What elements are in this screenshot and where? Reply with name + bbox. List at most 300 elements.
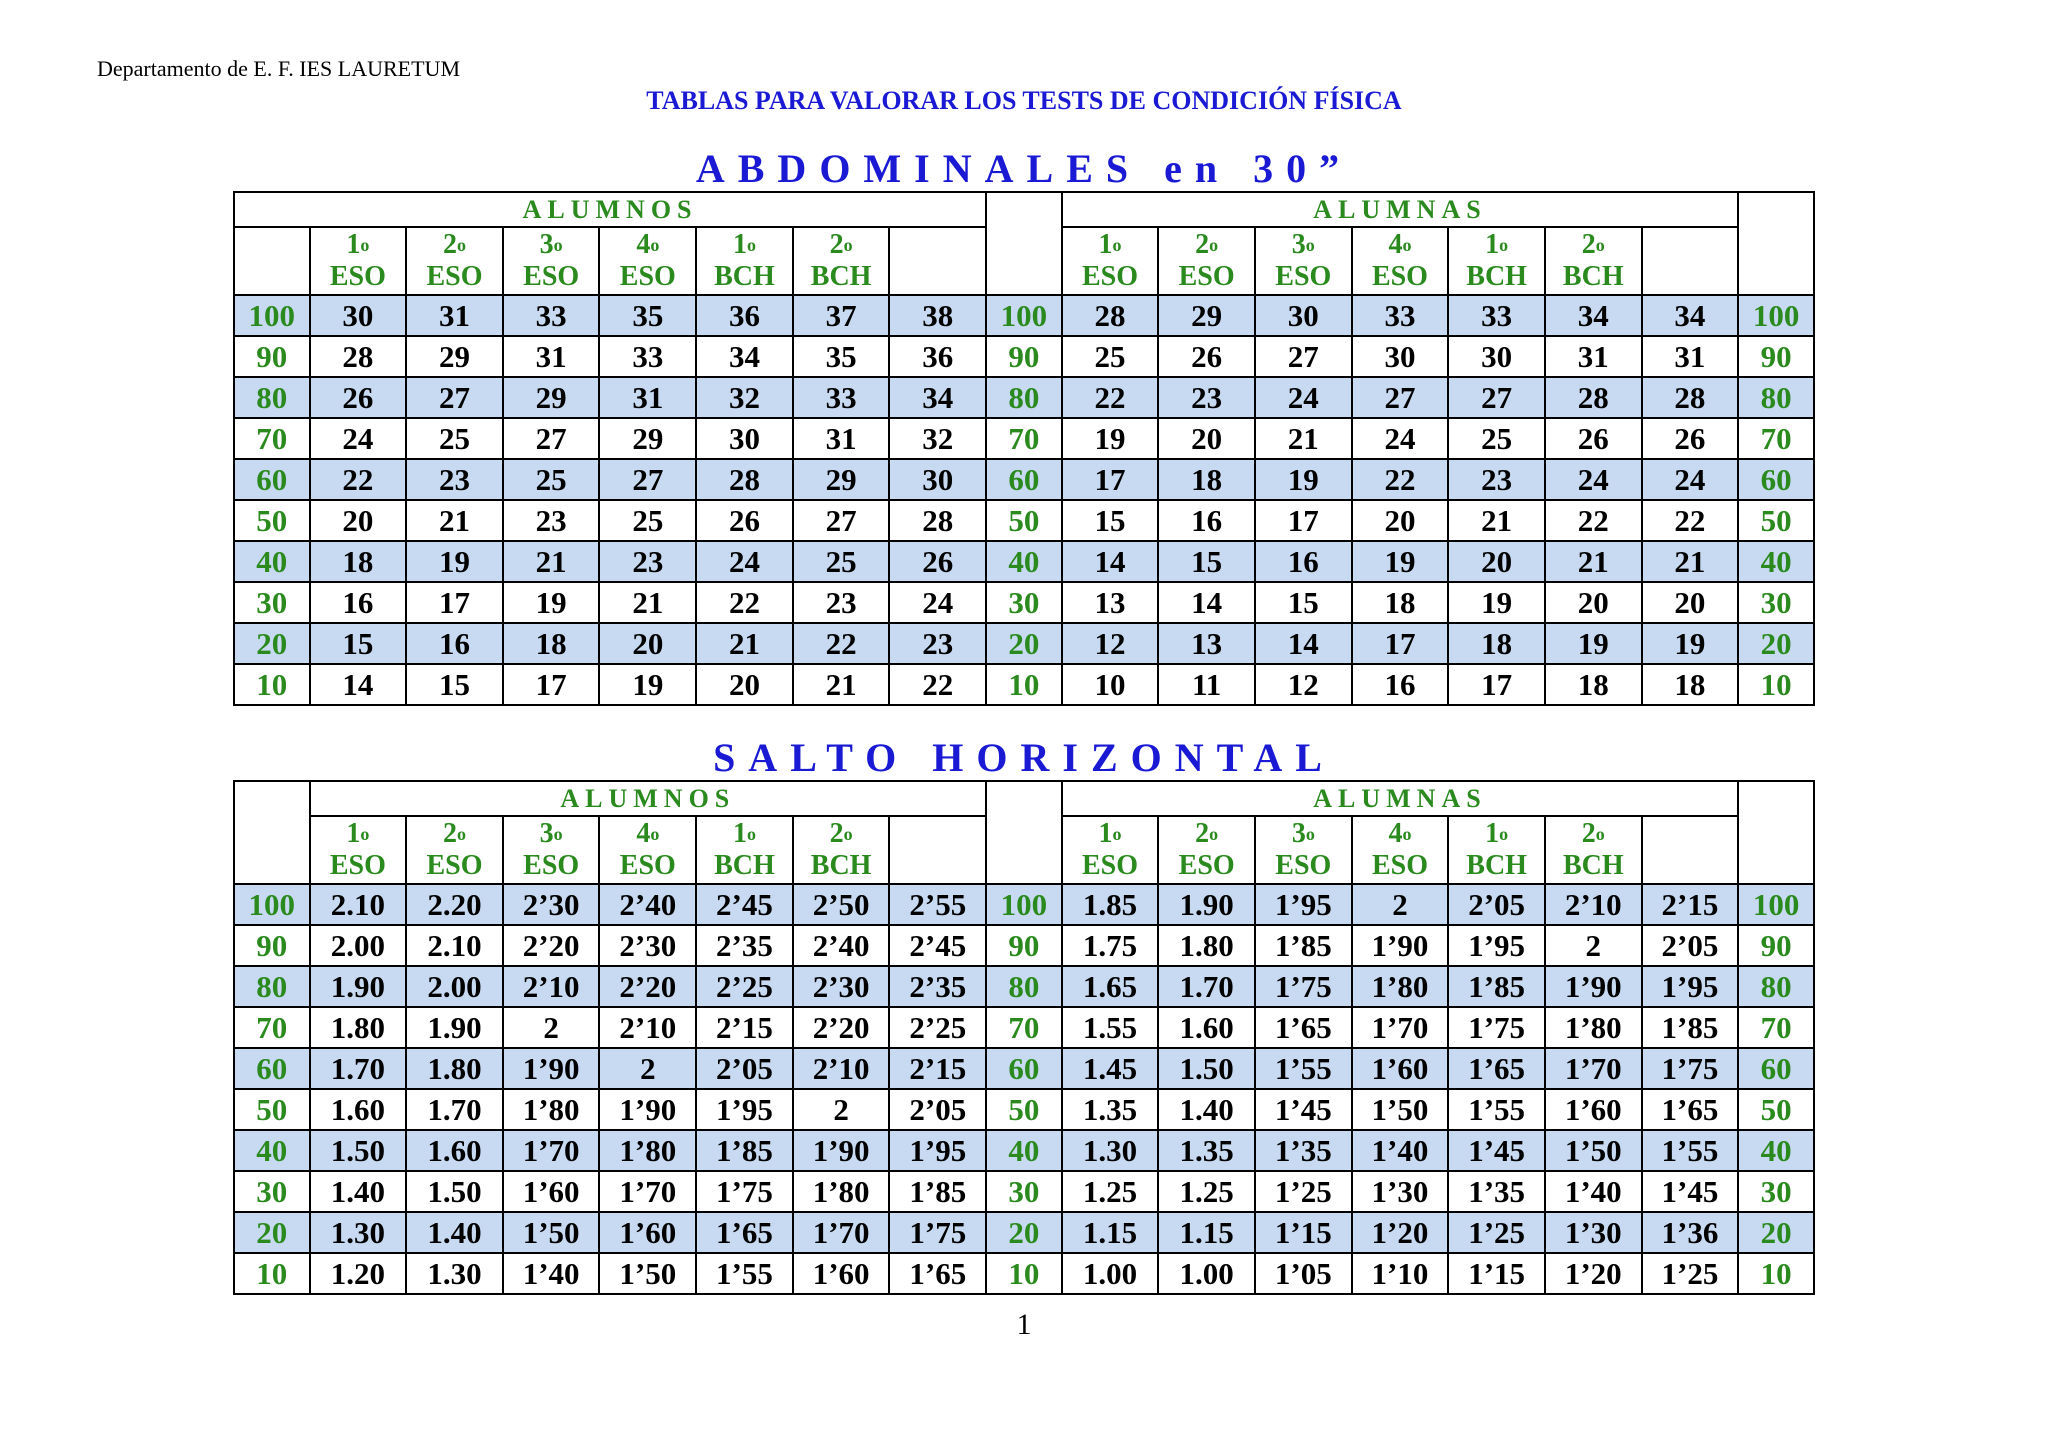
level-number: 2 <box>1195 818 1210 849</box>
boys-value-cell: 18 <box>503 623 600 664</box>
boys-value-cell: 1.20 <box>310 1253 407 1294</box>
level-name: BCH <box>810 850 872 881</box>
boys-value-cell: 1’85 <box>696 1130 793 1171</box>
score-cell: 40 <box>986 541 1062 582</box>
score-cell: 10 <box>986 664 1062 705</box>
boys-value-cell: 30 <box>310 295 407 336</box>
girls-value-cell: 1.65 <box>1062 966 1159 1007</box>
table-row <box>234 884 1814 925</box>
girls-value-cell: 1’80 <box>1352 966 1449 1007</box>
boys-value-cell: 1’85 <box>889 1171 986 1212</box>
level-number: 1 <box>1485 818 1500 849</box>
girls-value-cell: 27 <box>1352 377 1449 418</box>
boys-value-cell: 38 <box>889 295 986 336</box>
girls-value-cell: 1.15 <box>1158 1212 1255 1253</box>
table-row <box>234 295 1814 336</box>
level-header-cell <box>1255 816 1352 884</box>
score-cell: 90 <box>234 925 310 966</box>
girls-value-cell: 2’15 <box>1642 884 1739 925</box>
table-row <box>234 1089 1814 1130</box>
girls-value-cell: 1’45 <box>1642 1171 1739 1212</box>
girls-value-cell: 30 <box>1352 336 1449 377</box>
boys-value-cell: 2’10 <box>793 1048 890 1089</box>
boys-value-cell: 2’25 <box>889 1007 986 1048</box>
table-row <box>234 925 1814 966</box>
level-number: 2 <box>829 818 844 849</box>
boys-value-cell: 25 <box>503 459 600 500</box>
level-name: BCH <box>810 261 872 292</box>
girls-value-cell: 1.25 <box>1158 1171 1255 1212</box>
boys-value-cell: 1’65 <box>696 1212 793 1253</box>
score-cell: 10 <box>234 664 310 705</box>
score-cell: 70 <box>1738 418 1814 459</box>
level-number: 1 <box>1098 818 1113 849</box>
department-header: Departamento de E. F. IES LAURETUM <box>97 56 460 81</box>
boys-value-cell: 27 <box>793 500 890 541</box>
boys-value-cell: 2’40 <box>599 884 696 925</box>
score-cell: 30 <box>986 582 1062 623</box>
girls-value-cell: 28 <box>1545 377 1642 418</box>
girls-value-cell: 26 <box>1642 418 1739 459</box>
boys-value-cell: 19 <box>503 582 600 623</box>
boys-value-cell: 28 <box>696 459 793 500</box>
level-header-cell <box>793 227 890 295</box>
girls-value-cell: 1’65 <box>1255 1007 1352 1048</box>
girls-value-cell: 24 <box>1545 459 1642 500</box>
girls-value-cell: 18 <box>1545 664 1642 705</box>
girls-value-cell: 17 <box>1255 500 1352 541</box>
level-number: 4 <box>1388 229 1403 260</box>
boys-value-cell: 25 <box>793 541 890 582</box>
score-cell: 10 <box>234 1253 310 1294</box>
level-header-cell <box>1062 227 1159 295</box>
level-name: ESO <box>1178 850 1235 881</box>
boys-value-cell: 1’60 <box>793 1253 890 1294</box>
score-cell: 90 <box>234 336 310 377</box>
girls-value-cell: 18 <box>1642 664 1739 705</box>
girls-value-cell: 1.85 <box>1062 884 1159 925</box>
girls-value-cell: 1.15 <box>1062 1212 1159 1253</box>
boys-value-cell: 30 <box>696 418 793 459</box>
score-cell: 30 <box>986 1171 1062 1212</box>
girls-value-cell: 1’20 <box>1545 1253 1642 1294</box>
level-ordinal: o <box>1499 235 1509 255</box>
score-cell: 50 <box>234 500 310 541</box>
girls-value-cell: 21 <box>1448 500 1545 541</box>
boys-value-cell: 22 <box>793 623 890 664</box>
girls-value-cell: 1’25 <box>1642 1253 1739 1294</box>
boys-value-cell: 34 <box>889 377 986 418</box>
level-number: 4 <box>1388 818 1403 849</box>
level-name: ESO <box>1371 850 1428 881</box>
boys-value-cell: 1’65 <box>889 1253 986 1294</box>
boys-value-cell: 2.20 <box>406 884 503 925</box>
level-ordinal: o <box>360 235 370 255</box>
girls-value-cell: 27 <box>1255 336 1352 377</box>
girls-value-cell: 2 <box>1352 884 1449 925</box>
girls-value-cell: 15 <box>1158 541 1255 582</box>
group-girls-header: ALUMNAS <box>1062 781 1739 816</box>
boys-value-cell: 22 <box>696 582 793 623</box>
level-name: ESO <box>329 261 386 292</box>
girls-value-cell: 13 <box>1158 623 1255 664</box>
girls-value-cell: 20 <box>1545 582 1642 623</box>
girls-value-cell: 30 <box>1448 336 1545 377</box>
table-row <box>234 1007 1814 1048</box>
girls-value-cell: 14 <box>1062 541 1159 582</box>
girls-value-cell: 1.35 <box>1158 1130 1255 1171</box>
level-name: BCH <box>714 850 775 881</box>
table-row <box>234 1212 1814 1253</box>
score-cell: 80 <box>1738 966 1814 1007</box>
group-boys-header: ALUMNOS <box>234 192 986 227</box>
level-header-cell <box>310 816 407 884</box>
boys-value-cell: 1.70 <box>310 1048 407 1089</box>
level-header-cell <box>406 227 503 295</box>
empty-corner-cell <box>234 227 310 295</box>
level-ordinal: o <box>843 824 853 844</box>
girls-value-cell: 1’95 <box>1448 925 1545 966</box>
boys-value-cell: 1’80 <box>599 1130 696 1171</box>
boys-value-cell: 26 <box>889 541 986 582</box>
girls-value-cell: 14 <box>1158 582 1255 623</box>
girls-value-cell: 19 <box>1062 418 1159 459</box>
level-number: 2 <box>443 818 457 849</box>
boys-value-cell: 1’50 <box>503 1212 600 1253</box>
girls-value-cell: 16 <box>1352 664 1449 705</box>
level-header-cell <box>696 227 793 295</box>
group-header-row <box>234 192 1814 227</box>
girls-value-cell: 26 <box>1545 418 1642 459</box>
level-ordinal: o <box>1402 235 1412 255</box>
boys-value-cell: 2’50 <box>793 884 890 925</box>
table-row <box>234 377 1814 418</box>
level-ordinal: o <box>1305 824 1315 844</box>
score-cell: 10 <box>986 1253 1062 1294</box>
boys-value-cell: 2’30 <box>599 925 696 966</box>
girls-value-cell: 1’25 <box>1255 1171 1352 1212</box>
level-header-cell <box>889 816 986 884</box>
score-cell: 40 <box>234 541 310 582</box>
boys-value-cell: 23 <box>889 623 986 664</box>
girls-value-cell: 1.00 <box>1062 1253 1159 1294</box>
boys-value-cell: 1’50 <box>599 1253 696 1294</box>
level-number: 2 <box>1581 818 1596 849</box>
boys-value-cell: 34 <box>696 336 793 377</box>
girls-value-cell: 13 <box>1062 582 1159 623</box>
score-cell: 70 <box>986 1007 1062 1048</box>
level-number: 2 <box>1581 229 1596 260</box>
boys-value-cell: 2.00 <box>310 925 407 966</box>
boys-value-cell: 29 <box>793 459 890 500</box>
boys-value-cell: 16 <box>310 582 407 623</box>
score-cell: 80 <box>986 966 1062 1007</box>
girls-value-cell: 1’35 <box>1255 1130 1352 1171</box>
group-girls-header: ALUMNAS <box>1062 192 1739 227</box>
girls-value-cell: 1’25 <box>1448 1212 1545 1253</box>
boys-value-cell: 15 <box>310 623 407 664</box>
girls-value-cell: 1’15 <box>1448 1253 1545 1294</box>
girls-value-cell: 22 <box>1545 500 1642 541</box>
table-row <box>234 541 1814 582</box>
girls-value-cell: 2’05 <box>1448 884 1545 925</box>
boys-value-cell: 2’15 <box>889 1048 986 1089</box>
level-number: 4 <box>636 818 651 849</box>
level-name: ESO <box>1275 850 1332 881</box>
girls-value-cell: 22 <box>1352 459 1449 500</box>
boys-value-cell: 21 <box>503 541 600 582</box>
girls-value-cell: 28 <box>1642 377 1739 418</box>
level-name: ESO <box>426 261 483 292</box>
girls-value-cell: 1.40 <box>1158 1089 1255 1130</box>
girls-value-cell: 28 <box>1062 295 1159 336</box>
boys-value-cell: 1’80 <box>503 1089 600 1130</box>
boys-value-cell: 1’70 <box>503 1130 600 1171</box>
level-name: BCH <box>1562 850 1624 881</box>
level-header-cell <box>1352 227 1449 295</box>
level-header-cell <box>1158 816 1255 884</box>
girls-value-cell: 1’30 <box>1545 1212 1642 1253</box>
score-cell: 70 <box>1738 1007 1814 1048</box>
girls-value-cell: 16 <box>1255 541 1352 582</box>
boys-value-cell: 1’60 <box>599 1212 696 1253</box>
level-ordinal: o <box>1112 824 1122 844</box>
girls-value-cell: 18 <box>1448 623 1545 664</box>
girls-value-cell: 24 <box>1642 459 1739 500</box>
girls-value-cell: 1’30 <box>1352 1171 1449 1212</box>
score-cell: 100 <box>1738 884 1814 925</box>
girls-value-cell: 1’85 <box>1642 1007 1739 1048</box>
girls-value-cell: 1’90 <box>1545 966 1642 1007</box>
level-number: 2 <box>829 229 844 260</box>
score-cell: 60 <box>986 1048 1062 1089</box>
boys-value-cell: 2 <box>599 1048 696 1089</box>
boys-value-cell: 1.80 <box>406 1048 503 1089</box>
score-cell: 40 <box>1738 1130 1814 1171</box>
document-title: TABLAS PARA VALORAR LOS TESTS DE CONDICIÓN FÍSICA <box>646 86 1402 115</box>
boys-value-cell: 15 <box>406 664 503 705</box>
boys-value-cell: 21 <box>406 500 503 541</box>
level-header-cell <box>1352 816 1449 884</box>
girls-value-cell: 19 <box>1255 459 1352 500</box>
score-cell: 70 <box>234 1007 310 1048</box>
girls-value-cell: 1’95 <box>1255 884 1352 925</box>
girls-value-cell: 12 <box>1062 623 1159 664</box>
boys-value-cell: 2 <box>503 1007 600 1048</box>
boys-value-cell: 21 <box>793 664 890 705</box>
score-cell: 60 <box>1738 1048 1814 1089</box>
girls-value-cell: 19 <box>1545 623 1642 664</box>
level-number: 1 <box>1098 229 1113 260</box>
girls-value-cell: 1.00 <box>1158 1253 1255 1294</box>
boys-value-cell: 1.40 <box>310 1171 407 1212</box>
level-number: 1 <box>1485 229 1500 260</box>
level-ordinal: o <box>1305 235 1315 255</box>
boys-value-cell: 1.90 <box>310 966 407 1007</box>
level-name: BCH <box>1562 261 1624 292</box>
level-name: BCH <box>1466 850 1527 881</box>
boys-value-cell: 29 <box>406 336 503 377</box>
level-ordinal: o <box>1499 824 1509 844</box>
boys-value-cell: 1.50 <box>406 1171 503 1212</box>
boys-value-cell: 2’20 <box>793 1007 890 1048</box>
boys-value-cell: 26 <box>696 500 793 541</box>
level-header-cell <box>406 816 503 884</box>
boys-value-cell: 2’10 <box>599 1007 696 1048</box>
level-ordinal: o <box>1209 824 1219 844</box>
boys-value-cell: 33 <box>599 336 696 377</box>
girls-value-cell: 29 <box>1158 295 1255 336</box>
boys-value-cell: 28 <box>889 500 986 541</box>
boys-value-cell: 36 <box>889 336 986 377</box>
score-cell: 50 <box>1738 500 1814 541</box>
level-name: ESO <box>1275 261 1332 292</box>
boys-value-cell: 1’40 <box>503 1253 600 1294</box>
table-row <box>234 664 1814 705</box>
score-cell: 60 <box>234 459 310 500</box>
boys-value-cell: 2.10 <box>406 925 503 966</box>
girls-value-cell: 20 <box>1158 418 1255 459</box>
group-boys-header: ALUMNOS <box>310 781 987 816</box>
girls-value-cell: 25 <box>1062 336 1159 377</box>
girls-value-cell: 1’50 <box>1545 1130 1642 1171</box>
score-cell: 10 <box>1738 1253 1814 1294</box>
boys-value-cell: 14 <box>310 664 407 705</box>
girls-value-cell: 1’75 <box>1642 1048 1739 1089</box>
level-header-cell <box>1642 816 1739 884</box>
level-name: ESO <box>1081 850 1139 881</box>
girls-value-cell: 18 <box>1158 459 1255 500</box>
empty-middle-cell <box>986 192 1062 295</box>
girls-value-cell: 1’75 <box>1448 1007 1545 1048</box>
girls-value-cell: 20 <box>1352 500 1449 541</box>
level-header-cell <box>793 816 890 884</box>
boys-value-cell: 37 <box>793 295 890 336</box>
boys-value-cell: 1.60 <box>406 1130 503 1171</box>
level-ordinal: o <box>457 235 466 255</box>
girls-value-cell: 15 <box>1062 500 1159 541</box>
boys-value-cell: 26 <box>310 377 407 418</box>
boys-value-cell: 2’45 <box>696 884 793 925</box>
level-name: ESO <box>523 261 580 292</box>
score-cell: 80 <box>234 966 310 1007</box>
girls-value-cell: 1’36 <box>1642 1212 1739 1253</box>
score-cell: 20 <box>986 1212 1062 1253</box>
girls-value-cell: 1’65 <box>1642 1089 1739 1130</box>
boys-value-cell: 1’90 <box>793 1130 890 1171</box>
boys-value-cell: 27 <box>406 377 503 418</box>
boys-value-cell: 1’55 <box>696 1253 793 1294</box>
girls-value-cell: 17 <box>1352 623 1449 664</box>
boys-value-cell: 2.10 <box>310 884 407 925</box>
girls-value-cell: 31 <box>1642 336 1739 377</box>
girls-value-cell: 12 <box>1255 664 1352 705</box>
score-cell: 50 <box>986 500 1062 541</box>
score-cell: 70 <box>234 418 310 459</box>
table-row <box>234 966 1814 1007</box>
boys-value-cell: 1.60 <box>310 1089 407 1130</box>
level-ordinal: o <box>650 235 660 255</box>
score-cell: 90 <box>1738 336 1814 377</box>
girls-value-cell: 11 <box>1158 664 1255 705</box>
girls-value-cell: 20 <box>1642 582 1739 623</box>
boys-value-cell: 1’95 <box>696 1089 793 1130</box>
girls-value-cell: 1’90 <box>1352 925 1449 966</box>
level-ordinal: o <box>1595 824 1605 844</box>
score-cell: 50 <box>1738 1089 1814 1130</box>
girls-value-cell: 1’80 <box>1545 1007 1642 1048</box>
boys-value-cell: 21 <box>599 582 696 623</box>
score-cell: 100 <box>986 884 1062 925</box>
girls-value-cell: 10 <box>1062 664 1159 705</box>
score-cell: 80 <box>234 377 310 418</box>
boys-value-cell: 30 <box>889 459 986 500</box>
boys-value-cell: 31 <box>599 377 696 418</box>
boys-value-cell: 27 <box>503 418 600 459</box>
boys-value-cell: 31 <box>406 295 503 336</box>
boys-value-cell: 22 <box>889 664 986 705</box>
level-header-cell <box>889 227 986 295</box>
girls-value-cell: 1.90 <box>1158 884 1255 925</box>
girls-value-cell: 2 <box>1545 925 1642 966</box>
score-cell: 30 <box>234 1171 310 1212</box>
boys-value-cell: 20 <box>599 623 696 664</box>
level-number: 4 <box>636 229 651 260</box>
level-number: 3 <box>1291 229 1306 260</box>
girls-value-cell: 23 <box>1158 377 1255 418</box>
score-cell: 90 <box>986 336 1062 377</box>
girls-value-cell: 23 <box>1448 459 1545 500</box>
girls-value-cell: 19 <box>1642 623 1739 664</box>
level-number: 2 <box>443 229 457 260</box>
girls-value-cell: 1’55 <box>1448 1089 1545 1130</box>
score-cell: 20 <box>986 623 1062 664</box>
level-name: ESO <box>1081 261 1138 292</box>
table-row <box>234 459 1814 500</box>
boys-value-cell: 23 <box>793 582 890 623</box>
boys-value-cell: 2’30 <box>793 966 890 1007</box>
girls-value-cell: 1’15 <box>1255 1212 1352 1253</box>
score-cell: 10 <box>1738 664 1814 705</box>
level-header-cell <box>599 816 696 884</box>
abdominales-table <box>233 191 1815 706</box>
boys-value-cell: 1’60 <box>503 1171 600 1212</box>
table-row <box>234 1171 1814 1212</box>
level-number: 2 <box>1195 229 1210 260</box>
boys-value-cell: 29 <box>503 377 600 418</box>
score-cell: 70 <box>986 418 1062 459</box>
boys-value-cell: 1’80 <box>793 1171 890 1212</box>
boys-value-cell: 17 <box>406 582 503 623</box>
score-cell: 30 <box>234 582 310 623</box>
boys-value-cell: 2’35 <box>696 925 793 966</box>
boys-value-cell: 32 <box>696 377 793 418</box>
girls-value-cell: 1’60 <box>1352 1048 1449 1089</box>
level-header-cell <box>1545 227 1642 295</box>
level-ordinal: o <box>553 824 563 844</box>
girls-value-cell: 1’40 <box>1352 1130 1449 1171</box>
level-ordinal: o <box>360 824 370 844</box>
level-ordinal: o <box>746 235 756 255</box>
boys-value-cell: 2’40 <box>793 925 890 966</box>
level-ordinal: o <box>553 235 563 255</box>
boys-value-cell: 25 <box>406 418 503 459</box>
boys-value-cell: 19 <box>406 541 503 582</box>
boys-value-cell: 2 <box>793 1089 890 1130</box>
girls-value-cell: 1.60 <box>1158 1007 1255 1048</box>
level-header-cell <box>1642 227 1739 295</box>
score-cell: 50 <box>234 1089 310 1130</box>
